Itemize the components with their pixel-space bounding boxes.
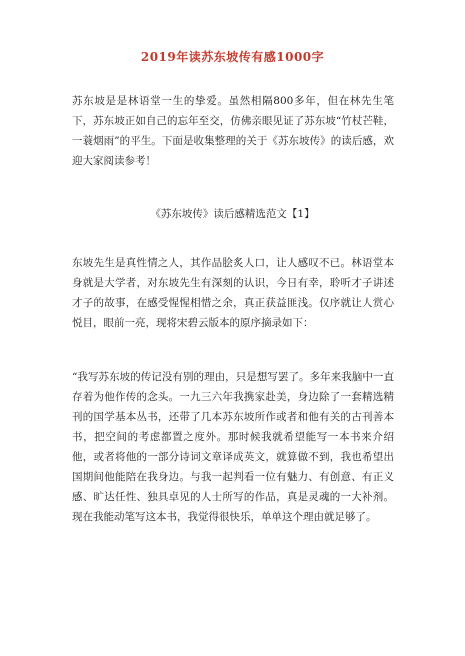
body-paragraph-2: “我写苏东坡的传记没有别的理由，只是想写罢了。多年来我脑中一直存着为他作传的念头。一九三六年我携家赴美，身边除了一套精选精刊的国学基本丛书，还带了几本苏东坡所作或者和他有关的古刊善本书，把空间的考虑都置之度外。那时候我就希望能写一本书来介绍他，或者将他的一部分诗词文章译成英文，就算做不到，我也希望出国期间他能陪在我身边。与我一起判看一位有魅力、有创意、有正义感、旷达任性、独具卓见的人士所写的作品，真是灵魂的一大补剂。现在我能动笔写这本书，我觉得很快乐，单单这个理由就足够了。 (72, 371, 394, 523)
body-paragraph-1: 东坡先生是真性情之人，其作品脍炙人口，让人感叹不已。林语堂本身就是大学者，对东坡先生有深刻的认识，今日有幸，聆听才子讲述才子的故事，在感受惺惺相惜之余，真正获益匪浅。仅序就让人赏心悦目，眼前一亮，现将宋碧云版本的原序摘录如下： (72, 257, 394, 329)
intro-paragraph: 苏东坡是是林语堂一生的挚爱。虽然相隔800多年，但在林先生笔下，苏东坡正如自己的忘年至交，仿佛亲眼见证了苏东坡“竹杖芒鞋，一蓑烟雨”的平生。下面是收集整理的关于《苏东坡传》的读后感，欢迎大家阅读参考！ (72, 95, 394, 167)
section-heading: 《苏东坡传》读后感精选范文【1】 (150, 208, 315, 220)
document-title: 2019年读苏东坡传有感1000字 (140, 50, 325, 64)
